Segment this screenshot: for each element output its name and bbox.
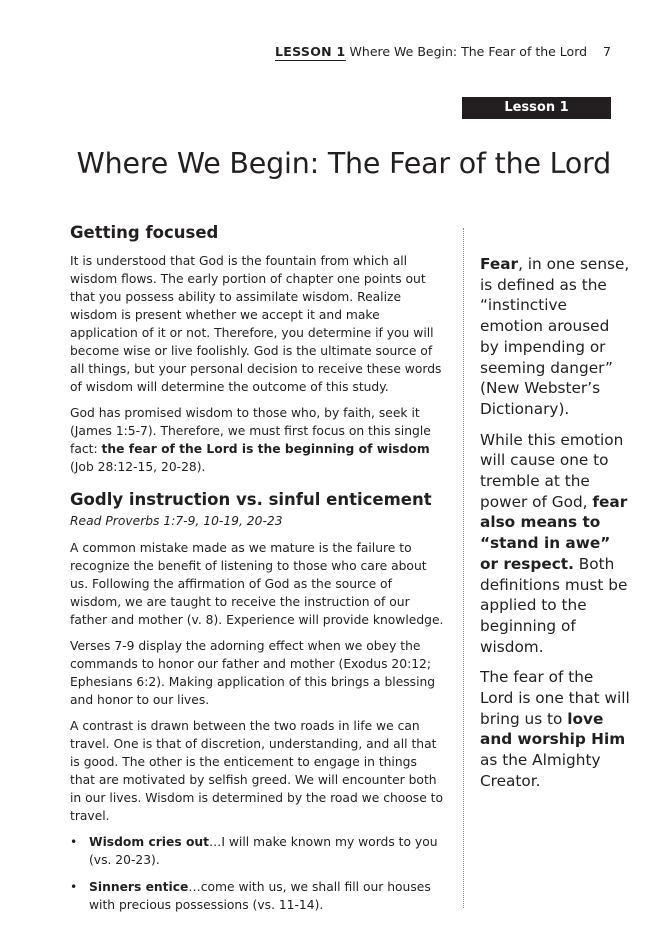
main-column — [70, 222, 444, 923]
scripture-reading-reference: Read Proverbs 1:7-9, 10-19, 20-23 — [70, 514, 283, 528]
bullet-bold-lead: Sinners entice — [89, 880, 189, 894]
lesson-banner: Lesson 1 — [462, 97, 611, 119]
bullet-text: …come with us, we shall fill our houses with precious possessions (vs. 11-14). — [89, 880, 431, 912]
bullet-marker: • — [70, 880, 78, 894]
sidebar-paragraph-3 — [480, 667, 630, 791]
section-heading-godly-instruction: Godly instruction vs. sinful enticement — [70, 490, 432, 509]
bullet-bold-lead: Wisdom cries out — [89, 835, 210, 849]
list-item — [70, 833, 444, 869]
section-heading-getting-focused: Getting focused — [70, 223, 219, 242]
sidebar-paragraph-2 — [480, 430, 630, 658]
sidebar-bold: love and worship Him — [480, 709, 626, 749]
paragraph-text: (Job 28:12-15, 20-28). — [70, 460, 206, 474]
sidebar-bold: Fear — [480, 255, 519, 273]
sidebar-text: , in one sense, is defined as the “instinctive emotion aroused by impending or seeming danger” (New Webster’s Dictionary). — [480, 255, 630, 418]
page-title: Where We Begin: The Fear of the Lord — [76, 147, 611, 180]
key-fact-bold: the fear of the Lord is the beginning of wisdom — [101, 442, 430, 456]
running-head-lesson-label: LESSON 1 — [275, 44, 346, 59]
sidebar-text: as the Almighty Creator. — [480, 751, 601, 790]
godly-instruction-paragraph-1: A common mistake made as we mature is the failure to recognize the benefit of listening to those who care about us. Following the affirmation of God as the source of wisdom, we are taught to receive the instruction of our father and mother (v. 8). Experience will provide knowledge. — [70, 541, 444, 627]
sidebar-text: Both definitions must be applied to the beginning of wisdom. — [480, 554, 628, 656]
sidebar-text: While this emotion will cause one to tremble at the power of God, — [480, 430, 624, 511]
bullet-marker: • — [70, 835, 78, 849]
bullet-list — [70, 833, 444, 914]
getting-focused-paragraph-1: It is understood that God is the fountain from which all wisdom flows. The early portion of chapter one points out that you possess ability to assimilate wisdom. Realize wisdom is present whether we accept it and make application of it or not. Therefore, you determine if you will become wise or live foolishly. God is the ultimate source of all things, but your personal decision to receive these words of wisdom will determine the outcome of this study. — [70, 254, 442, 394]
sidebar-text: The fear of the Lord is one that will bring us to — [480, 668, 630, 728]
godly-instruction-paragraph-3: A contrast is drawn between the two roads in life we can travel. One is that of discretion, understanding, and all that is good. The other is the enticement to engage in things that are motivated by selfish greed. We will encounter both in our lives. Wisdom is determined by the road we choose to travel. — [70, 719, 444, 823]
getting-focused-paragraph-2 — [70, 404, 444, 476]
paragraph-text: God has promised wisdom to those who, by faith, seek it (James 1:5-7). Therefore, we must first focus on this single fact: — [70, 406, 431, 456]
running-head-title: Where We Begin: The Fear of the Lord — [349, 44, 588, 59]
running-head — [275, 44, 611, 59]
page-number: 7 — [603, 44, 611, 59]
list-item — [70, 878, 444, 914]
godly-instruction-paragraph-2: Verses 7-9 display the adorning effect when we obey the commands to honor our father and mother (Exodus 20:12; Ephesians 6:2). Making application of this brings a blessing and honor to our lives. — [70, 639, 436, 707]
column-divider — [463, 228, 464, 908]
sidebar-callout — [480, 254, 630, 802]
sidebar-bold: fear also means to “stand in awe” or respect. — [480, 492, 628, 573]
sidebar-paragraph-1 — [480, 254, 630, 420]
bullet-text: …I will make known my words to you (vs. 20-23). — [89, 835, 438, 867]
